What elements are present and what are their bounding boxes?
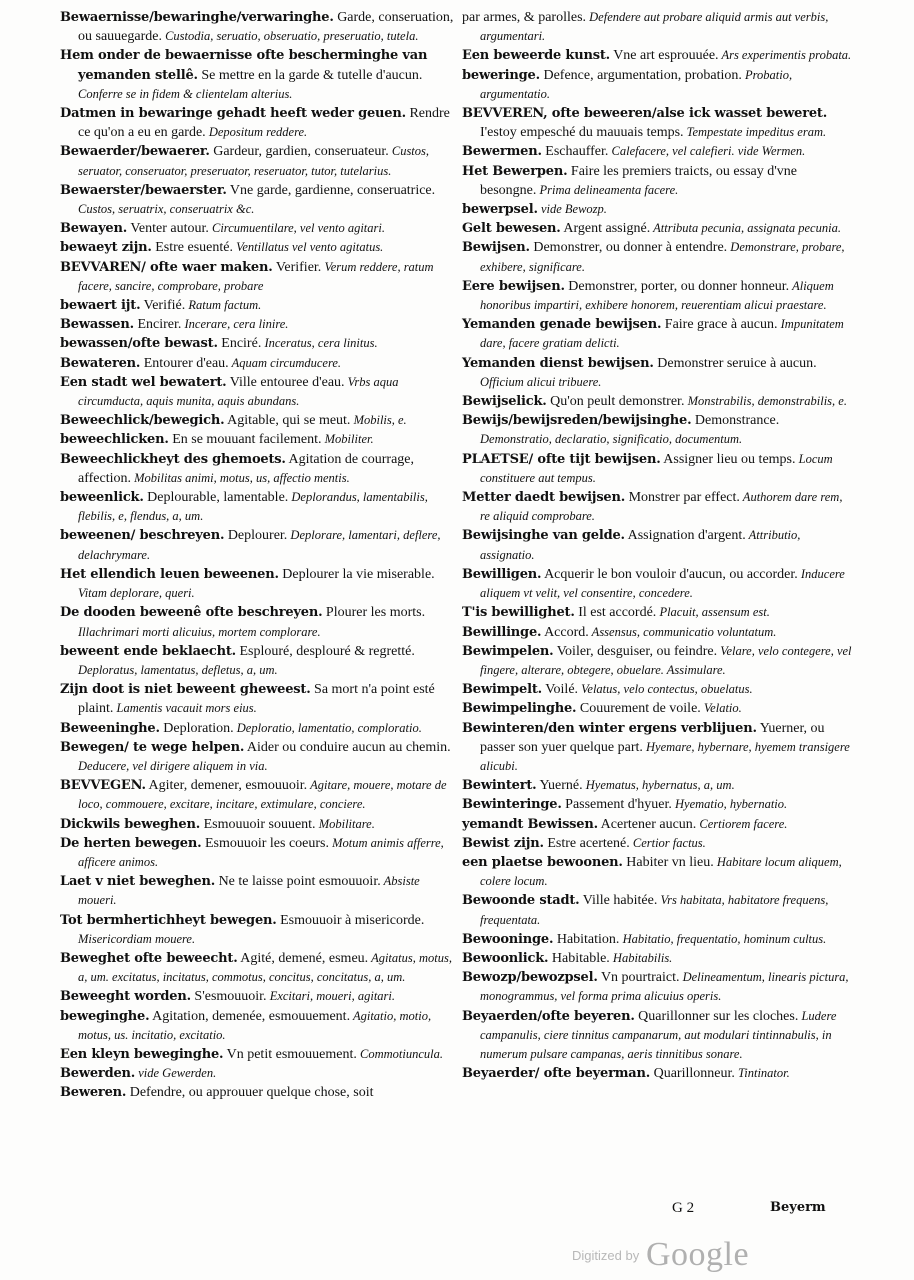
entry-latin: Hyematus, hybernatus, a, um. [582,778,735,793]
entry-headword: yemandt Bewissen. [462,816,598,832]
dictionary-entry [462,623,854,642]
dictionary-entry [60,296,454,315]
dictionary-entry [60,1064,454,1083]
entry-french: Assigner lieu ou temps. [660,451,796,467]
entry-french: Monstrer par effect. [625,490,740,506]
entry-latin: Absiste moueri. [78,874,420,908]
entry-french: Entourer d'eau. [140,355,229,371]
dictionary-entry [462,699,854,718]
watermark-logo: Google [646,1236,750,1273]
entry-latin: Ludere campanulis, ciere tinnitus campanarum, aut modulari tintinnabulis, in numerum pulsare campanas, aeris tinnitibus sonare. [480,1008,837,1061]
dictionary-entry [60,834,454,872]
entry-french: Gardeur, gardien, conseruateur. [209,144,389,160]
entry-latin: Delineamentum, linearis pictura, monogrammus, vel forma prima alicuius operis. [480,970,849,1004]
entry-latin: vide Gewerden. [135,1066,217,1081]
entry-headword: Laet v niet beweghen. [60,874,216,890]
dictionary-entry [60,8,454,46]
entry-french: Quarillonner sur les cloches. [634,1008,799,1024]
entry-headword: beweechlicken. [60,432,169,448]
dictionary-entry [60,680,454,718]
dictionary-entry [462,795,854,814]
entry-french: Deploration. [159,720,234,736]
entry-latin: Ventillatus vel vento agitatus. [232,240,384,255]
entry-latin: Velare, velo contegere, vel fingere, alterare, obtegere, obuelare. Assimulare. [480,643,852,677]
entry-latin: Illachrimari morti alicuius, mortem complorare. [78,624,321,639]
entry-headword: Bewilligen. [462,566,542,582]
entry-french: Ville habitée. [579,893,658,909]
entry-headword: Bewozp/bewozpsel. [462,970,598,986]
entry-headword: Metter daedt bewijsen. [462,490,626,506]
entry-latin: Mobilitare. [315,816,375,831]
entry-french: Agitable, qui se meut. [224,413,351,429]
dictionary-entry [60,949,454,987]
entry-latin: Verum reddere, ratum facere, sancire, comprobare, probare [78,259,434,293]
entry-latin: Velatio. [700,701,742,716]
entry-french: Acertener aucun. [597,816,697,832]
entry-french: Estre esuenté. [151,240,233,256]
entry-latin: Depositum reddere. [205,125,308,140]
dictionary-entry [462,565,854,603]
entry-latin: Assensus, communicatio voluntatum. [588,624,777,639]
entry-latin: Lamentis vacauit mors eius. [113,701,257,716]
entry-headword: De herten bewegen. [60,835,202,851]
dictionary-entry [60,603,454,641]
entry-latin: Authorem dare rem, re aliquid comprobare. [480,490,843,524]
entry-french: Argent assigné. [560,221,651,237]
entry-latin: Agitatio, motio, motus, us. incitatio, excitatio. [78,1008,432,1042]
dictionary-entry [462,411,854,449]
dictionary-entry [60,1083,454,1102]
entry-french: Quarillonneur. [650,1066,735,1082]
entry-latin: Placuit, assensum est. [656,605,770,620]
entry-latin: Deploratus, lamentatus, defletus, a, um. [78,662,278,677]
dictionary-entry [462,930,854,949]
entry-french: Enciré. [217,336,262,352]
entry-french: Defence, argumentation, probation. [539,67,742,83]
entry-latin: Demonstrare, probare, exhibere, significare. [480,240,845,274]
entry-headword: Tot bermhertichheyt bewegen. [60,912,277,928]
entry-french: Deplourable, lamentable. [143,490,289,506]
entry-french: Deplourer la vie miserable. [278,566,435,582]
entry-headword: Het ellendich leuen beweenen. [60,566,279,582]
dictionary-entry [60,776,454,814]
entry-latin: Circumuentilare, vel vento agitari. [208,221,385,236]
entry-french: Verifier. [272,259,322,275]
entry-latin: Certiorem facere. [696,816,788,831]
entry-french: Encirer. [133,317,182,333]
entry-headword: Bewassen. [60,317,134,333]
entry-latin: Inceratus, cera linitus. [261,336,378,351]
dictionary-entry [60,911,454,949]
entry-french: Voilé. [541,682,579,698]
entry-headword: Bewayen. [60,221,128,237]
entry-french: Voiler, desguiser, ou feindre. [553,643,718,659]
entry-latin: Monstrabilis, demonstrabilis, e. [684,394,847,409]
dictionary-entry [60,315,454,334]
entry-headword: Beweghet ofte beweecht. [60,950,238,966]
entry-headword: beweginghe. [60,1008,150,1024]
dictionary-entry [462,392,854,411]
entry-latin: Locum constituere aut tempus. [480,451,833,485]
entry-french: Agitation de courrage, affection. [78,451,415,486]
entry-french: Verifié. [140,298,186,314]
entry-latin: Attributa pecunia, assignata pecunia. [650,221,841,236]
entry-french: Defendre, ou approuuer quelque chose, soit [126,1085,374,1101]
dictionary-entry [462,891,854,929]
entry-latin: Impunitatem dare, facere gratiam delicti. [480,317,844,351]
entry-headword: Een kleyn beweginghe. [60,1046,224,1062]
dictionary-entry [60,142,454,180]
entry-french: Demonstrer, porter, ou donner honneur. [564,278,790,294]
entry-french: Yuerner, ou passer son yuer quelque part. [480,720,825,755]
entry-headword: Bewist zijn. [462,835,544,851]
entry-latin: Probatio, argumentatio. [480,67,793,101]
entry-latin: Vitam deplorare, queri. [78,586,195,601]
entry-french: Ville entouree d'eau. [226,374,345,390]
dictionary-entry [462,719,854,777]
dictionary-entry [60,987,454,1006]
entry-latin: Mobiliter. [321,432,374,447]
entry-latin: vide Bewozp. [537,202,607,217]
entry-headword: T'is bewillighet. [462,605,575,621]
entry-headword: Eere bewijsen. [462,278,565,294]
dictionary-entry [462,853,854,891]
entry-headword: Datmen in bewaringe gehadt heeft weder geuen. [60,106,406,122]
entry-french: par armes, & parolles. [462,10,587,25]
dictionary-entry [60,815,454,834]
entry-latin: Attributio, assignatio. [480,528,801,562]
entry-french: Accord. [541,624,589,640]
entry-french: Plourer les morts. [322,605,426,621]
entry-latin: Calefacere, vel calefieri. vide Wermen. [608,144,806,159]
entry-latin: Habitatio, frequentatio, hominum cultus. [619,931,827,946]
entry-latin: Agitatus, motus, a, um. excitatus, incitatus, commotus, concitus, concitatus, a, um. [78,950,452,985]
entry-french: Esmouuoir souuent. [200,816,316,832]
entry-headword: Bewimpelt. [462,682,542,698]
dictionary-entry [462,104,854,142]
entry-french: Eschauffer. [541,144,609,160]
entry-headword: Zijn doot is niet beweent gheweest. [60,682,311,698]
entry-headword: beweenlick. [60,490,144,506]
entry-latin: Hyematio, hybernatio. [671,797,788,812]
entry-french: Demonstrance. [691,413,780,429]
dictionary-entry [60,872,454,910]
entry-french: Faire les premiers traicts, ou essay d'vne besongne. [480,163,797,198]
dictionary-entry [462,315,854,353]
dictionary-entry [60,219,454,238]
dictionary-entry [60,738,454,776]
entry-headword: Gelt bewesen. [462,221,561,237]
entry-latin: Vrbs aqua circumducta, aquis munita, aquis abundans. [78,374,399,409]
entry-headword: Bewinteringe. [462,797,562,813]
entry-headword: Bewijs/bewijsreden/bewijsinghe. [462,413,692,429]
dictionary-entry [462,66,854,104]
entry-latin: Aliquem honoribus impartiri, exhibere honorem, reuerentiam alicui praestare. [480,278,834,313]
entry-latin: Aquam circumducere. [228,355,342,370]
entry-headword: Bewintert. [462,778,537,794]
entry-latin: Deducere, vel dirigere aliquem in via. [78,758,268,773]
entry-latin: Deploratio, lamentatio, comploratio. [233,720,422,735]
entry-headword: Het Bewerpen. [462,163,568,179]
entry-headword: Beweechlickheyt des ghemoets. [60,451,286,467]
entry-headword: Bewegen/ te wege helpen. [60,739,245,755]
entry-headword: BEVVEREN, ofte beweeren/alse ick wasset beweret. [462,106,828,122]
dictionary-entry [462,603,854,622]
entry-headword: Bewillinge. [462,624,542,640]
entry-headword: BEVVAREN/ ofte waer maken. [60,259,273,275]
dictionary-entry [60,238,454,257]
dictionary-entry [60,334,454,353]
entry-headword: Bewateren. [60,355,141,371]
entry-french: Qu'on peult demonstrer. [546,394,685,410]
dictionary-entry [60,450,454,488]
dictionary-entry [462,776,854,795]
entry-headword: Beyaerder/ ofte beyerman. [462,1066,651,1082]
entry-french: Venter autour. [127,221,209,237]
entry-latin: Defendere aut probare aliquid armis aut verbis, argumentari. [480,10,829,44]
entry-french: En se mouuant facilement. [168,432,322,448]
dictionary-entry [60,46,454,104]
entry-headword: Bewaerder/bewaerer. [60,144,210,160]
entry-latin: Velatus, velo contectus, obuelatus. [578,682,753,697]
dictionary-entry [60,354,454,373]
right-column [462,8,854,1083]
entry-latin: Tempestate impeditus eram. [683,125,827,140]
entry-french: Habitable. [548,950,610,966]
entry-headword: Dickwils beweghen. [60,816,201,832]
entry-headword: bewaeyt zijn. [60,240,152,256]
entry-headword: Bewermen. [462,144,542,160]
dictionary-entry [60,719,454,738]
entry-headword: Bewoonde stadt. [462,893,580,909]
entry-french: Se mettre en la garde & tutelle d'aucun. [197,67,423,83]
entry-headword: Beweechlick/bewegich. [60,413,225,429]
entry-french: Sa mort n'a point esté plaint. [78,682,435,717]
entry-headword: Beweren. [60,1085,127,1101]
dictionary-entry [462,1064,854,1083]
dictionary-entry [462,46,854,65]
entry-latin: Commotiuncula. [356,1046,443,1061]
entry-latin: Custodia, seruatio, obseruatio, preseruatio, tutela. [161,29,419,44]
dictionary-entry [60,565,454,603]
entry-latin: Deplorandus, lamentabilis, flebilis, e, flendus, a, um. [78,490,428,524]
entry-french: Demonstrer seruice à aucun. [653,355,817,371]
entry-french: Vne art esprouuée. [609,48,719,64]
entry-french: Agitation, demenée, esmouuement. [149,1008,351,1024]
entry-french: S'esmouuoir. [190,989,267,1005]
entry-headword: Hem onder de bewaernisse ofte bescherminghe van yemanden stellê. [60,48,428,83]
entry-french: Il est accordé. [574,605,657,621]
dictionary-entry [60,488,454,526]
dictionary-entry [462,200,854,219]
entry-latin: Inducere aliquem vt velit, vel consentire, concedere. [480,566,845,601]
left-column [60,8,454,1103]
entry-headword: Beweeninghe. [60,720,160,736]
dictionary-entry [60,411,454,430]
entry-latin: Certior factus. [629,835,706,850]
entry-latin: Habitabilis. [609,950,673,965]
dictionary-entry [462,680,854,699]
entry-headword: Beyaerden/ofte beyeren. [462,1008,635,1024]
entry-latin: Prima delineamenta facere. [536,182,679,197]
entry-latin: Excitari, moueri, agitari. [266,989,396,1004]
entry-french: Agité, demené, esmeu. [237,950,369,966]
entry-latin: Motum animis afferre, afficere animos. [78,835,444,869]
entry-headword: Bewaerster/bewaerster. [60,182,227,198]
dictionary-entry [60,1045,454,1064]
entry-headword: Bewinteren/den winter ergens verblijuen. [462,720,757,736]
entry-headword: bewerpsel. [462,202,538,218]
entry-headword: beweent ende beklaecht. [60,643,236,659]
entry-french: Vne garde, gardienne, conseruatrice. [226,182,436,198]
entry-headword: Yemanden dienst bewijsen. [462,355,654,371]
entry-latin: Officium alicui tribuere. [480,374,602,389]
dictionary-entry [60,258,454,296]
entry-headword: Bewijselick. [462,394,547,410]
entry-french: Ne te laisse point esmouuoir. [215,874,381,890]
dictionary-entry [462,277,854,315]
entry-headword: Bewijsen. [462,240,530,256]
signature-mark: G 2 [672,1200,695,1216]
entry-french: Acquerir le bon vouloir d'aucun, ou accorder. [541,566,798,582]
entry-french: Estre acertené. [543,835,630,851]
entry-latin: Demonstratio, declaratio, significatio, documentum. [480,432,743,447]
dictionary-entry [462,949,854,968]
entry-latin: Ars experimentis probata. [718,48,852,63]
entry-headword: bewassen/ofte bewast. [60,336,218,352]
entry-latin: Mobilis, e. [350,413,407,428]
entry-headword: Bewimpelen. [462,643,554,659]
entry-headword: beweenen/ beschreyen. [60,528,225,544]
dictionary-entry [462,642,854,680]
entry-french: Esmouuoir à misericorde. [276,912,425,928]
entry-latin: Custos, seruator, conseruator, preseruator, reseruator, tutor, tutelarius. [78,144,430,178]
entry-latin: Conferre se in fidem & clientelam alterius. [78,86,293,101]
entry-french: Yuerné. [536,778,583,794]
entry-french: Passement d'hyuer. [561,797,672,813]
dictionary-entry [462,488,854,526]
dictionary-entry [462,1007,854,1065]
entry-headword: Beweeght worden. [60,989,191,1005]
entry-headword: Bewerden. [60,1066,136,1082]
dictionary-entry [462,8,854,46]
dictionary-entry [60,104,454,142]
entry-french: Aider ou conduire aucun au chemin. [244,739,451,755]
dictionary-entry [462,834,854,853]
entry-headword: Bewaernisse/bewaringhe/verwaringhe. [60,10,334,25]
dictionary-entry [60,373,454,411]
entry-headword: PLAETSE/ ofte tijt bewijsen. [462,451,661,467]
entry-french: Esplouré, desplouré & regretté. [236,643,415,659]
entry-french: I'estoy empesché du mauuais temps. [480,125,684,141]
entry-latin: Incerare, cera linire. [181,317,289,332]
entry-headword: Een stadt wel bewatert. [60,374,227,390]
entry-headword: De dooden beweenê ofte beschreyen. [60,605,323,621]
entry-latin: Vrs habitata, habitatore frequens, frequentata. [480,893,829,927]
entry-headword: Bewijsinghe van gelde. [462,528,625,544]
entry-french: Demonstrer, ou donner à entendre. [529,240,728,256]
entry-latin: Tintinator. [734,1066,790,1081]
entry-french: Deplourer. [224,528,288,544]
entry-french: Couurement de voile. [576,701,701,717]
entry-french: Habiter vn lieu. [622,854,714,870]
entry-french: Faire grace à aucun. [661,317,778,333]
dictionary-entry [462,815,854,834]
entry-headword: Yemanden genade bewijsen. [462,317,662,333]
entry-french: Esmouuoir les coeurs. [201,835,329,851]
entry-french: Habitation. [553,931,620,947]
dictionary-entry [462,450,854,488]
watermark-prefix: Digitized by [572,1248,640,1263]
entry-headword: bewaert ijt. [60,298,141,314]
dictionary-entry [60,1007,454,1045]
entry-latin: Custos, seruatrix, conseruatrix &c. [78,202,255,217]
dictionary-entry [60,181,454,219]
dictionary-entry [462,238,854,276]
entry-french: Assignation d'argent. [624,528,746,544]
dictionary-entry [462,219,854,238]
dictionary-entry [462,142,854,161]
entry-headword: Bewoonlick. [462,950,549,966]
entry-french: Garde, conseruation, ou sauuegarde. [78,10,454,45]
dictionary-entry [462,968,854,1006]
entry-french: Vn petit esmouuement. [223,1046,357,1062]
entry-headword: BEVVEGEN. [60,778,146,794]
entry-latin: Deplorare, lamentari, deflere, delachrymare. [78,528,441,562]
entry-headword: Bewooninge. [462,931,554,947]
dictionary-entry [60,526,454,564]
dictionary-entry [60,430,454,449]
catchword: Beyerm [770,1200,826,1215]
entry-headword: beweringe. [462,67,540,83]
entry-headword: Een beweerde kunst. [462,48,610,64]
entry-latin: Hyemare, hybernare, hyemem transigere alicubi. [480,739,850,773]
entry-french: Agiter, demener, esmouuoir. [145,778,308,794]
dictionary-entry [462,162,854,200]
entry-latin: Ratum factum. [185,298,262,313]
entry-headword: een plaetse bewoonen. [462,854,623,870]
entry-headword: Bewimpelinghe. [462,701,577,717]
entry-french: Vn pourtraict. [597,970,680,986]
entry-latin: Mobilitas animi, motus, us, affectio mentis. [131,470,350,485]
entry-latin: Habitare locum aliquem, colere locum. [480,854,842,889]
entry-latin: Misericordiam mouere. [78,931,196,946]
dictionary-entry [60,642,454,680]
entry-latin: Agitare, mouere, motare de loco, commouere, excitare, incitare, extimulare, conciere. [78,778,447,812]
dictionary-entry [462,526,854,564]
entry-french: Rendre ce qu'on a eu en garde. [78,106,450,141]
dictionary-entry [462,354,854,392]
